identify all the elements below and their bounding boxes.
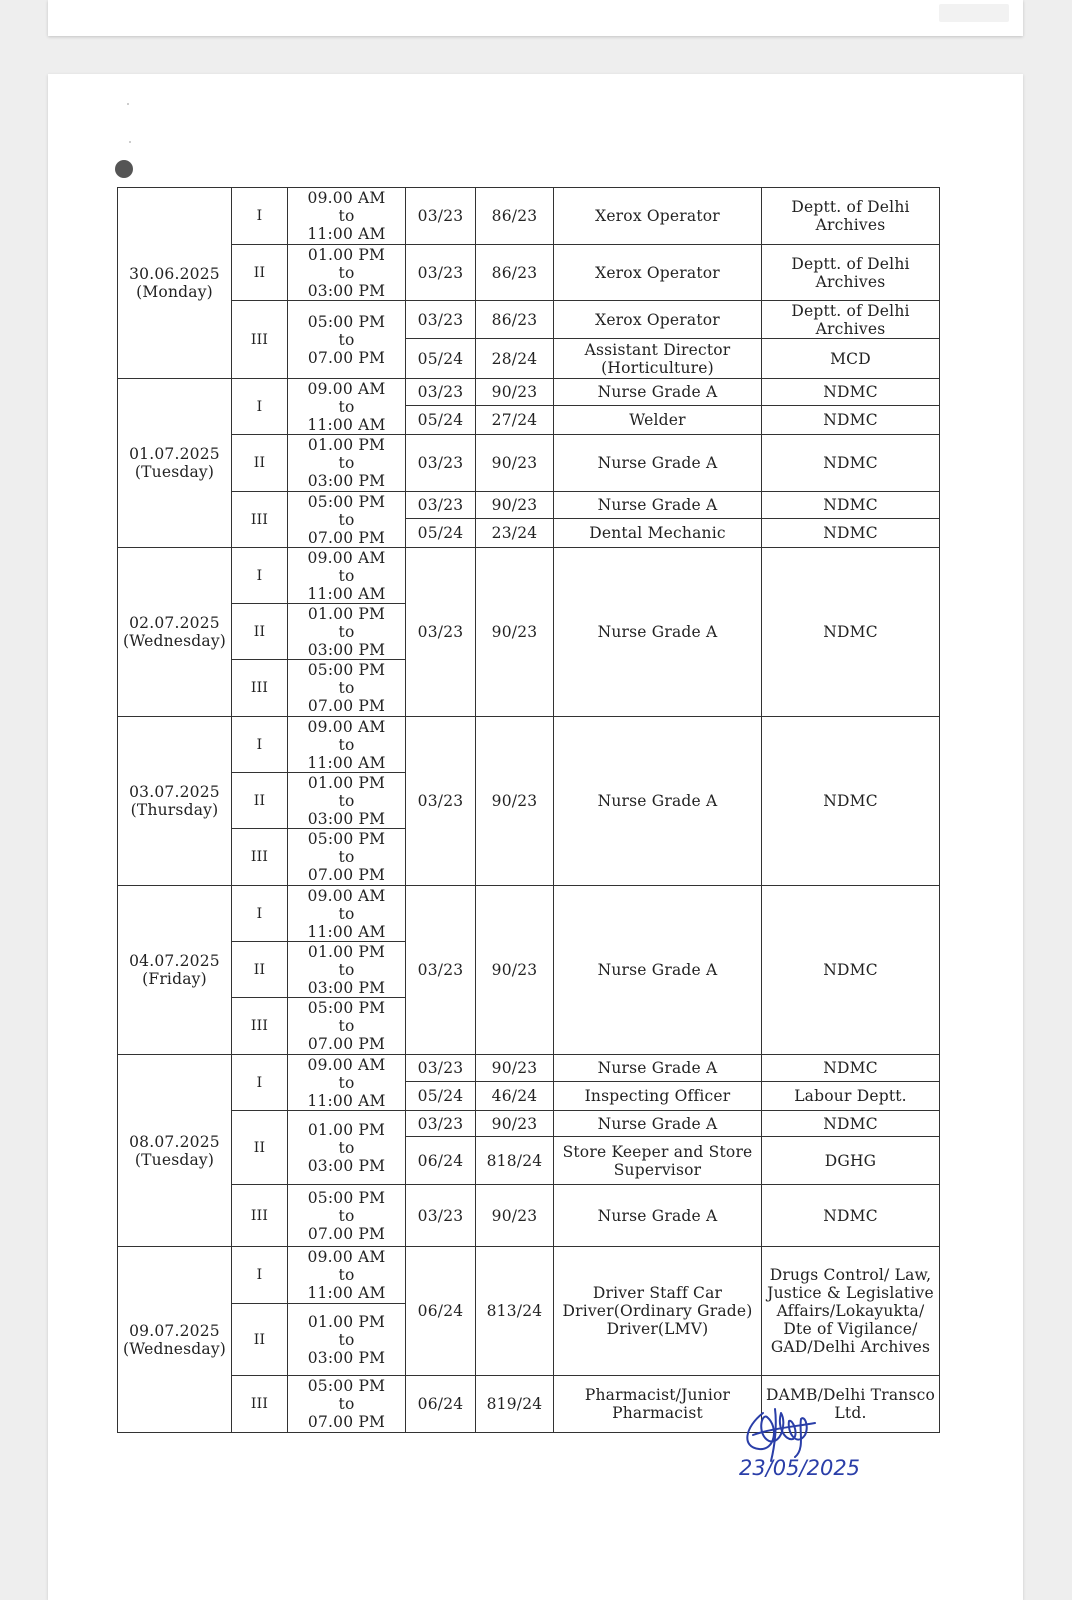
date-cell: 08.07.2025 (Tuesday): [118, 1055, 232, 1247]
shift-cell: I: [232, 1247, 288, 1304]
shift-cell: II: [232, 435, 288, 492]
time-cell: 09.00 AM to 11:00 AM: [288, 717, 406, 773]
post-code-cell: 86/23: [476, 188, 554, 245]
advt-cell: 03/23: [406, 886, 476, 1055]
shift-cell: III: [232, 998, 288, 1055]
date-cell: 04.07.2025 (Friday): [118, 886, 232, 1055]
dept-cell: NDMC: [762, 1111, 940, 1137]
dept-cell: Deptt. of Delhi Archives: [762, 245, 940, 301]
post-code-cell: 28/24: [476, 339, 554, 379]
post-code-cell: 23/24: [476, 519, 554, 548]
date-cell: 01.07.2025 (Tuesday): [118, 379, 232, 548]
dept-cell: Drugs Control/ Law, Justice & Legislative Affairs/Lokayukta/ Dte of Vigilance/ GAD/Delhi Archives: [762, 1247, 940, 1376]
post-cell: Nurse Grade A: [554, 435, 762, 492]
post-cell: Xerox Operator: [554, 245, 762, 301]
dept-cell: NDMC: [762, 717, 940, 886]
date-cell: 09.07.2025 (Wednesday): [118, 1247, 232, 1433]
post-code-cell: 86/23: [476, 301, 554, 339]
advt-cell: 06/24: [406, 1376, 476, 1433]
post-code-cell: 90/23: [476, 548, 554, 717]
time-cell: 05:00 PM to 07.00 PM: [288, 492, 406, 548]
post-cell: Nurse Grade A: [554, 548, 762, 717]
shift-cell: II: [232, 604, 288, 660]
post-cell: Nurse Grade A: [554, 379, 762, 406]
advt-cell: 03/23: [406, 379, 476, 406]
shift-cell: III: [232, 301, 288, 379]
scan-speck: [127, 103, 129, 105]
post-code-cell: 90/23: [476, 1055, 554, 1082]
time-cell: 09.00 AM to 11:00 AM: [288, 1247, 406, 1304]
advt-cell: 06/24: [406, 1137, 476, 1185]
post-code-cell: 90/23: [476, 1185, 554, 1247]
date-cell: 02.07.2025 (Wednesday): [118, 548, 232, 717]
table-row: [118, 886, 940, 942]
shift-cell: I: [232, 188, 288, 245]
advt-cell: 06/24: [406, 1247, 476, 1376]
shift-cell: I: [232, 717, 288, 773]
time-cell: 09.00 AM to 11:00 AM: [288, 548, 406, 604]
time-cell: 05:00 PM to 07.00 PM: [288, 1376, 406, 1433]
dept-cell: NDMC: [762, 406, 940, 435]
signature-scribble: [747, 1409, 815, 1461]
dept-cell: NDMC: [762, 1185, 940, 1247]
post-code-cell: 90/23: [476, 492, 554, 519]
table-row: [118, 492, 940, 519]
exam-schedule-table: [117, 187, 940, 1433]
dept-cell: MCD: [762, 339, 940, 379]
post-cell: Xerox Operator: [554, 188, 762, 245]
punch-hole-dot: [115, 160, 133, 178]
shift-cell: III: [232, 660, 288, 717]
post-cell: Assistant Director (Horticulture): [554, 339, 762, 379]
shift-cell: I: [232, 886, 288, 942]
advt-cell: 05/24: [406, 406, 476, 435]
table-row: [118, 435, 940, 492]
table-row: [118, 717, 940, 773]
time-cell: 01.00 PM to 03:00 PM: [288, 942, 406, 998]
advt-cell: 03/23: [406, 1055, 476, 1082]
table-row: [118, 548, 940, 604]
table-row: [118, 301, 940, 339]
time-cell: 01.00 PM to 03:00 PM: [288, 1304, 406, 1376]
post-cell: Inspecting Officer: [554, 1082, 762, 1111]
signature: [735, 1405, 875, 1485]
table-row: [118, 1185, 940, 1247]
time-cell: 05:00 PM to 07.00 PM: [288, 660, 406, 717]
dept-cell: NDMC: [762, 492, 940, 519]
shift-cell: II: [232, 245, 288, 301]
shift-cell: III: [232, 1185, 288, 1247]
scan-speck: [129, 141, 131, 143]
time-cell: 05:00 PM to 07.00 PM: [288, 829, 406, 886]
time-cell: 05:00 PM to 07.00 PM: [288, 998, 406, 1055]
time-cell: 05:00 PM to 07.00 PM: [288, 1185, 406, 1247]
time-cell: 09.00 AM to 11:00 AM: [288, 379, 406, 435]
post-code-cell: 90/23: [476, 379, 554, 406]
document-page: [48, 74, 1023, 1600]
dept-cell: NDMC: [762, 379, 940, 406]
shift-cell: II: [232, 773, 288, 829]
shift-cell: II: [232, 1304, 288, 1376]
post-code-cell: 90/23: [476, 886, 554, 1055]
shift-cell: I: [232, 548, 288, 604]
advt-cell: 03/23: [406, 1185, 476, 1247]
advt-cell: 03/23: [406, 435, 476, 492]
post-code-cell: 27/24: [476, 406, 554, 435]
time-cell: 09.00 AM to 11:00 AM: [288, 886, 406, 942]
time-cell: 09.00 AM to 11:00 AM: [288, 1055, 406, 1111]
shift-cell: II: [232, 1111, 288, 1185]
post-cell: Nurse Grade A: [554, 886, 762, 1055]
signature-date: 23/05/2025: [739, 1456, 861, 1480]
advt-cell: 05/24: [406, 1082, 476, 1111]
post-cell: Nurse Grade A: [554, 717, 762, 886]
post-cell: Driver Staff Car Driver(Ordinary Grade) Driver(LMV): [554, 1247, 762, 1376]
advt-cell: 03/23: [406, 301, 476, 339]
post-code-cell: 819/24: [476, 1376, 554, 1433]
date-cell: 03.07.2025 (Thursday): [118, 717, 232, 886]
table-row: [118, 1055, 940, 1082]
post-cell: Welder: [554, 406, 762, 435]
shift-cell: III: [232, 829, 288, 886]
dept-cell: NDMC: [762, 548, 940, 717]
advt-cell: 03/23: [406, 492, 476, 519]
dept-cell: DAMB/Delhi Transco Ltd.: [762, 1376, 940, 1433]
dept-cell: NDMC: [762, 886, 940, 1055]
post-code-cell: 90/23: [476, 435, 554, 492]
advt-cell: 05/24: [406, 519, 476, 548]
post-code-cell: 46/24: [476, 1082, 554, 1111]
post-code-cell: 90/23: [476, 1111, 554, 1137]
page-edge-shade: [939, 4, 1009, 22]
time-cell: 01.00 PM to 03:00 PM: [288, 604, 406, 660]
dept-cell: NDMC: [762, 519, 940, 548]
time-cell: 01.00 PM to 03:00 PM: [288, 245, 406, 301]
post-cell: Nurse Grade A: [554, 492, 762, 519]
advt-cell: 03/23: [406, 717, 476, 886]
shift-cell: I: [232, 379, 288, 435]
shift-cell: III: [232, 1376, 288, 1433]
shift-cell: II: [232, 942, 288, 998]
advt-cell: 03/23: [406, 548, 476, 717]
time-cell: 09.00 AM to 11:00 AM: [288, 188, 406, 245]
post-cell: Store Keeper and Store Supervisor: [554, 1137, 762, 1185]
advt-cell: 03/23: [406, 1111, 476, 1137]
previous-page-card: [48, 0, 1023, 36]
advt-cell: 05/24: [406, 339, 476, 379]
post-code-cell: 818/24: [476, 1137, 554, 1185]
advt-cell: 03/23: [406, 188, 476, 245]
shift-cell: III: [232, 492, 288, 548]
table-row: [118, 379, 940, 406]
post-cell: Nurse Grade A: [554, 1055, 762, 1082]
dept-cell: NDMC: [762, 435, 940, 492]
time-cell: 01.00 PM to 03:00 PM: [288, 1111, 406, 1185]
post-cell: Xerox Operator: [554, 301, 762, 339]
table-row: [118, 1111, 940, 1137]
post-code-cell: 813/24: [476, 1247, 554, 1376]
post-code-cell: 90/23: [476, 717, 554, 886]
post-cell: Dental Mechanic: [554, 519, 762, 548]
dept-cell: DGHG: [762, 1137, 940, 1185]
time-cell: 01.00 PM to 03:00 PM: [288, 435, 406, 492]
post-cell: Nurse Grade A: [554, 1185, 762, 1247]
post-cell: Nurse Grade A: [554, 1111, 762, 1137]
post-cell: Pharmacist/Junior Pharmacist: [554, 1376, 762, 1433]
table-row: [118, 1247, 940, 1304]
dept-cell: Deptt. of Delhi Archives: [762, 301, 940, 339]
time-cell: 05:00 PM to 07.00 PM: [288, 301, 406, 379]
date-cell: 30.06.2025 (Monday): [118, 188, 232, 379]
dept-cell: NDMC: [762, 1055, 940, 1082]
post-code-cell: 86/23: [476, 245, 554, 301]
shift-cell: I: [232, 1055, 288, 1111]
time-cell: 01.00 PM to 03:00 PM: [288, 773, 406, 829]
dept-cell: Labour Deptt.: [762, 1082, 940, 1111]
table-row: [118, 188, 940, 245]
dept-cell: Deptt. of Delhi Archives: [762, 188, 940, 245]
table-row: [118, 245, 940, 301]
advt-cell: 03/23: [406, 245, 476, 301]
